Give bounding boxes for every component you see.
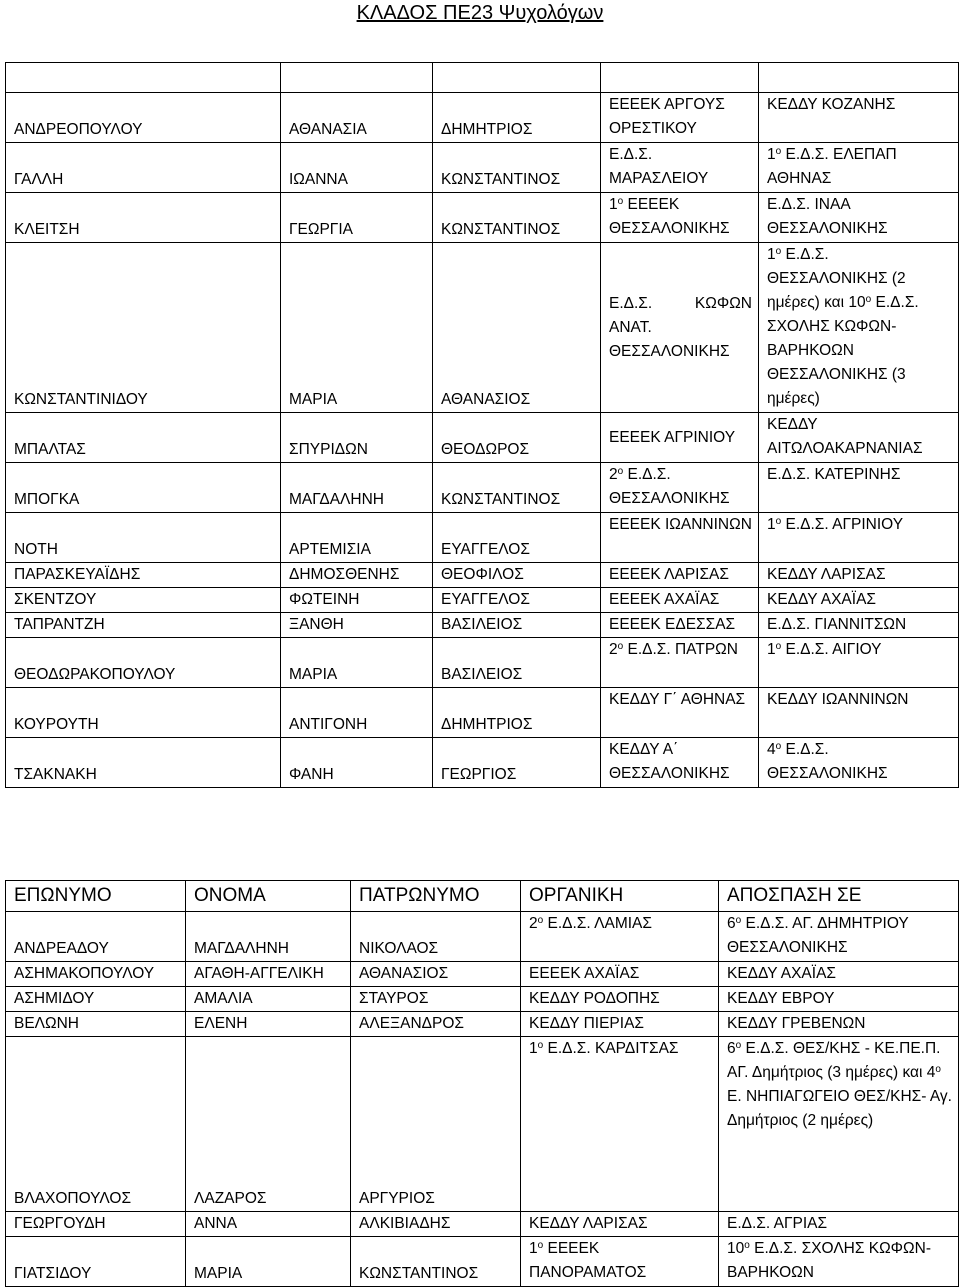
secondments-table — [5, 880, 959, 1287]
empty-cell — [433, 63, 601, 93]
patronymic-cell: ΚΩΝΣΤΑΝΤΙΝΟΣ — [351, 1237, 521, 1287]
organic-cell: $2^o$ Ε.Δ.Σ. ΛΑΜΙΑΣ — [521, 912, 719, 962]
name-cell: ΑΓΑΘΗ-ΑΓΓΕΛΙΚΗ — [186, 962, 351, 987]
empty-cell — [601, 63, 759, 93]
table-row — [6, 413, 959, 463]
name-cell: ΜΑΡΙΑ — [281, 243, 433, 413]
table-row — [6, 638, 959, 688]
surname-cell: ΠΑΡΑΣΚΕΥΑΪΔΗΣ — [6, 563, 281, 588]
surname-cell: ΑΝΔΡΕΑΔΟΥ — [6, 912, 186, 962]
organic-cell: ΕΕΕΕΚ ΑΡΓΟΥΣ ΟΡΕΣΤΙΚΟΥ — [601, 93, 759, 143]
surname-cell: ΤΣΑΚΝΑΚΗ — [6, 738, 281, 788]
header-secondment: ΑΠΟΣΠΑΣΗ ΣΕ — [719, 881, 959, 912]
name-cell: ΛΑΖΑΡΟΣ — [186, 1037, 351, 1212]
secondment-cell: $1^o$ Ε.Δ.Σ. ΘΕΣΣΑΛΟΝΙΚΗΣ (2 ημέρες) και $10^o$ Ε.Δ.Σ. ΣΧΟΛΗΣ ΚΩΦΩΝ-ΒΑΡΗΚΟΩΝ ΘΕΣΣΑΛΟΝΙΚΗΣ (3 ημέρες) — [759, 243, 959, 413]
surname-cell: ΓΕΩΡΓΟΥΔΗ — [6, 1212, 186, 1237]
surname-cell: ΒΛΑΧΟΠΟΥΛΟΣ — [6, 1037, 186, 1212]
patronymic-cell: ΑΡΓΥΡΙΟΣ — [351, 1037, 521, 1212]
name-cell: ΜΑΡΙΑ — [281, 638, 433, 688]
surname-cell: ΤΑΠΡΑΝΤΖΗ — [6, 613, 281, 638]
organic-cell: ΚΕΔΔΥ ΡΟΔΟΠΗΣ — [521, 987, 719, 1012]
patronymic-cell: ΑΛΕΞΑΝΔΡΟΣ — [351, 1012, 521, 1037]
surname-cell: ΒΕΛΩΝΗ — [6, 1012, 186, 1037]
patronymic-cell: ΑΘΑΝΑΣΙΟΣ — [433, 243, 601, 413]
name-cell: ΜΑΡΙΑ — [186, 1237, 351, 1287]
organic-cell: $1^o$ Ε.Δ.Σ. ΚΑΡΔΙΤΣΑΣ — [521, 1037, 719, 1212]
name-cell: ΑΝΝΑ — [186, 1212, 351, 1237]
surname-cell: ΘΕΟΔΩΡΑΚΟΠΟΥΛΟΥ — [6, 638, 281, 688]
patronymic-cell: ΒΑΣΙΛΕΙΟΣ — [433, 613, 601, 638]
secondment-cell: $1^o$ Ε.Δ.Σ. ΑΓΡΙΝΙΟΥ — [759, 513, 959, 563]
name-cell: ΑΡΤΕΜΙΣΙΑ — [281, 513, 433, 563]
empty-cell — [6, 63, 281, 93]
secondment-cell: ΚΕΔΔΥ ΛΑΡΙΣΑΣ — [759, 563, 959, 588]
secondment-cell: ΚΕΔΔΥ ΚΟΖΑΝΗΣ — [759, 93, 959, 143]
patronymic-cell: ΚΩΝΣΤΑΝΤΙΝΟΣ — [433, 193, 601, 243]
name-cell: ΞΑΝΘΗ — [281, 613, 433, 638]
organic-cell: Ε.Δ.Σ. ΚΩΦΩΝ ΑΝΑΤ. ΘΕΣΣΑΛΟΝΙΚΗΣ — [601, 243, 759, 413]
table-row — [6, 1012, 959, 1037]
name-cell: ΓΕΩΡΓΙΑ — [281, 193, 433, 243]
secondment-cell: Ε.Δ.Σ. ΑΓΡΙΑΣ — [719, 1212, 959, 1237]
secondment-cell: ΚΕΔΔΥ ΙΩΑΝΝΙΝΩΝ — [759, 688, 959, 738]
table-header-row — [6, 881, 959, 912]
header-surname: ΕΠΩΝΥΜΟ — [6, 881, 186, 912]
secondment-cell: ΚΕΔΔΥ ΑΧΑΪΑΣ — [759, 588, 959, 613]
table-row — [6, 588, 959, 613]
surname-cell: ΚΛΕΙΤΣΗ — [6, 193, 281, 243]
table-row — [6, 1037, 959, 1212]
secondment-cell: $10^o$ Ε.Δ.Σ. ΣΧΟΛΗΣ ΚΩΦΩΝ-ΒΑΡΗΚΟΩΝ — [719, 1237, 959, 1287]
secondment-cell: ΚΕΔΔΥ ΕΒΡΟΥ — [719, 987, 959, 1012]
table-row-empty — [6, 63, 959, 93]
table-row — [6, 738, 959, 788]
organic-cell: ΚΕΔΔΥ Γ΄ ΑΘΗΝΑΣ — [601, 688, 759, 738]
surname-cell: ΓΙΑΤΣΙΔΟΥ — [6, 1237, 186, 1287]
patronymic-cell: ΣΤΑΥΡΟΣ — [351, 987, 521, 1012]
name-cell: ΑΝΤΙΓΟΝΗ — [281, 688, 433, 738]
table-row — [6, 962, 959, 987]
empty-cell — [759, 63, 959, 93]
header-patronymic: ΠΑΤΡΩΝΥΜΟ — [351, 881, 521, 912]
patronymic-cell: ΕΥΑΓΓΕΛΟΣ — [433, 513, 601, 563]
secondment-cell: $4^o$ Ε.Δ.Σ. ΘΕΣΣΑΛΟΝΙΚΗΣ — [759, 738, 959, 788]
surname-cell: ΚΟΥΡΟΥΤΗ — [6, 688, 281, 738]
secondment-cell: ΚΕΔΔΥ ΑΧΑΪΑΣ — [719, 962, 959, 987]
organic-cell: ΕΕΕΕΚ ΕΔΕΣΣΑΣ — [601, 613, 759, 638]
surname-cell: ΓΑΛΛΗ — [6, 143, 281, 193]
organic-cell: ΚΕΔΔΥ Α΄ ΘΕΣΣΑΛΟΝΙΚΗΣ — [601, 738, 759, 788]
surname-cell: ΑΣΗΜΙΔΟΥ — [6, 987, 186, 1012]
organic-cell: ΕΕΕΕΚ ΑΧΑΪΑΣ — [601, 588, 759, 613]
name-cell: ΑΜΑΛΙΑ — [186, 987, 351, 1012]
surname-cell: ΑΣΗΜΑΚΟΠΟΥΛΟΥ — [6, 962, 186, 987]
surname-cell: ΝΟΤΗ — [6, 513, 281, 563]
patronymic-cell: ΚΩΝΣΤΑΝΤΙΝΟΣ — [433, 463, 601, 513]
secondment-cell: ΚΕΔΔΥ ΓΡΕΒΕΝΩΝ — [719, 1012, 959, 1037]
name-cell: ΦΩΤΕΙΝΗ — [281, 588, 433, 613]
secondment-cell: $1^o$ Ε.Δ.Σ. ΑΙΓΙΟΥ — [759, 638, 959, 688]
secondment-cell: Ε.Δ.Σ. ΚΑΤΕΡΙΝΗΣ — [759, 463, 959, 513]
table-row — [6, 93, 959, 143]
patronymic-cell: ΝΙΚΟΛΑΟΣ — [351, 912, 521, 962]
surname-cell: ΜΠΑΛΤΑΣ — [6, 413, 281, 463]
organic-cell: $2^o$ Ε.Δ.Σ. ΘΕΣΣΑΛΟΝΙΚΗΣ — [601, 463, 759, 513]
name-cell: ΕΛΕΝΗ — [186, 1012, 351, 1037]
organic-cell: ΕΕΕΕΚ ΛΑΡΙΣΑΣ — [601, 563, 759, 588]
organic-cell: ΚΕΔΔΥ ΛΑΡΙΣΑΣ — [521, 1212, 719, 1237]
secondment-cell: Ε.Δ.Σ. ΓΙΑΝΝΙΤΣΩΝ — [759, 613, 959, 638]
table-row — [6, 513, 959, 563]
surname-cell: ΜΠΟΓΚΑ — [6, 463, 281, 513]
patronymic-cell: ΒΑΣΙΛΕΙΟΣ — [433, 638, 601, 688]
table-row — [6, 987, 959, 1012]
table-row — [6, 143, 959, 193]
organic-cell: $2^o$ Ε.Δ.Σ. ΠΑΤΡΩΝ — [601, 638, 759, 688]
organic-cell: ΕΕΕΕΚ ΙΩΑΝΝΙΝΩΝ — [601, 513, 759, 563]
surname-cell: ΣΚΕΝΤΖΟΥ — [6, 588, 281, 613]
header-name: ΟΝΟΜΑ — [186, 881, 351, 912]
patronymic-cell: ΘΕΟΦΙΛΟΣ — [433, 563, 601, 588]
name-cell: ΣΠΥΡΙΔΩΝ — [281, 413, 433, 463]
secondment-cell: Ε.Δ.Σ. ΙΝΑΑ ΘΕΣΣΑΛΟΝΙΚΗΣ — [759, 193, 959, 243]
organic-cell: ΚΕΔΔΥ ΠΙΕΡΙΑΣ — [521, 1012, 719, 1037]
patronymic-cell: ΔΗΜΗΤΡΙΟΣ — [433, 93, 601, 143]
name-cell: ΜΑΓΔΑΛΗΝΗ — [186, 912, 351, 962]
secondment-cell: $6^o$ Ε.Δ.Σ. ΑΓ. ΔΗΜΗΤΡΙΟΥ ΘΕΣΣΑΛΟΝΙΚΗΣ — [719, 912, 959, 962]
table-row — [6, 912, 959, 962]
page-title: ΚΛΑΔΟΣ ΠΕ23 Ψυχολόγων — [356, 2, 604, 24]
organic-cell: ΕΕΕΕΚ ΑΓΡΙΝΙΟΥ — [601, 413, 759, 463]
table-row — [6, 563, 959, 588]
assignments-table — [5, 62, 959, 788]
table-row — [6, 243, 959, 413]
patronymic-cell: ΑΘΑΝΑΣΙΟΣ — [351, 962, 521, 987]
patronymic-cell: ΕΥΑΓΓΕΛΟΣ — [433, 588, 601, 613]
table-row — [6, 1237, 959, 1287]
name-cell: ΜΑΓΔΑΛΗΝΗ — [281, 463, 433, 513]
patronymic-cell: ΚΩΝΣΤΑΝΤΙΝΟΣ — [433, 143, 601, 193]
organic-cell: Ε.Δ.Σ. ΜΑΡΑΣΛΕΙΟΥ — [601, 143, 759, 193]
organic-cell: $1^o$ ΕΕΕΕΚ ΠΑΝΟΡΑΜΑΤΟΣ — [521, 1237, 719, 1287]
organic-cell: ΕΕΕΕΚ ΑΧΑΪΑΣ — [521, 962, 719, 987]
secondment-cell: ΚΕΔΔΥ ΑΙΤΩΛΟΑΚΑΡΝΑΝΙΑΣ — [759, 413, 959, 463]
patronymic-cell: ΘΕΟΔΩΡΟΣ — [433, 413, 601, 463]
header-organic: ΟΡΓΑΝΙΚΗ — [521, 881, 719, 912]
patronymic-cell: ΔΗΜΗΤΡΙΟΣ — [433, 688, 601, 738]
table-row — [6, 613, 959, 638]
name-cell: ΔΗΜΟΣΘΕΝΗΣ — [281, 563, 433, 588]
secondment-cell: $6^o$ Ε.Δ.Σ. ΘΕΣ/ΚΗΣ - ΚΕ.ΠΕ.Π. ΑΓ. Δημήτριος (3 ημέρες) και $4^o$ Ε. ΝΗΠΙΑΓΩΓΕΙΟ ΘΕΣ/ΚΗΣ- Αγ. Δημήτριος (2 ημέρες) — [719, 1037, 959, 1212]
secondment-cell: $1^o$ Ε.Δ.Σ. ΕΛΕΠΑΠ ΑΘΗΝΑΣ — [759, 143, 959, 193]
name-cell: ΑΘΑΝΑΣΙΑ — [281, 93, 433, 143]
surname-cell: ΚΩΝΣΤΑΝΤΙΝΙΔΟΥ — [6, 243, 281, 413]
patronymic-cell: ΓΕΩΡΓΙΟΣ — [433, 738, 601, 788]
empty-cell — [281, 63, 433, 93]
name-cell: ΙΩΑΝΝΑ — [281, 143, 433, 193]
patronymic-cell: ΑΛΚΙΒΙΑΔΗΣ — [351, 1212, 521, 1237]
table-row — [6, 688, 959, 738]
table-row — [6, 463, 959, 513]
surname-cell: ΑΝΔΡΕΟΠΟΥΛΟΥ — [6, 93, 281, 143]
name-cell: ΦΑΝΗ — [281, 738, 433, 788]
organic-cell: $1^o$ ΕΕΕΕΚ ΘΕΣΣΑΛΟΝΙΚΗΣ — [601, 193, 759, 243]
table-row — [6, 1212, 959, 1237]
table-row — [6, 193, 959, 243]
